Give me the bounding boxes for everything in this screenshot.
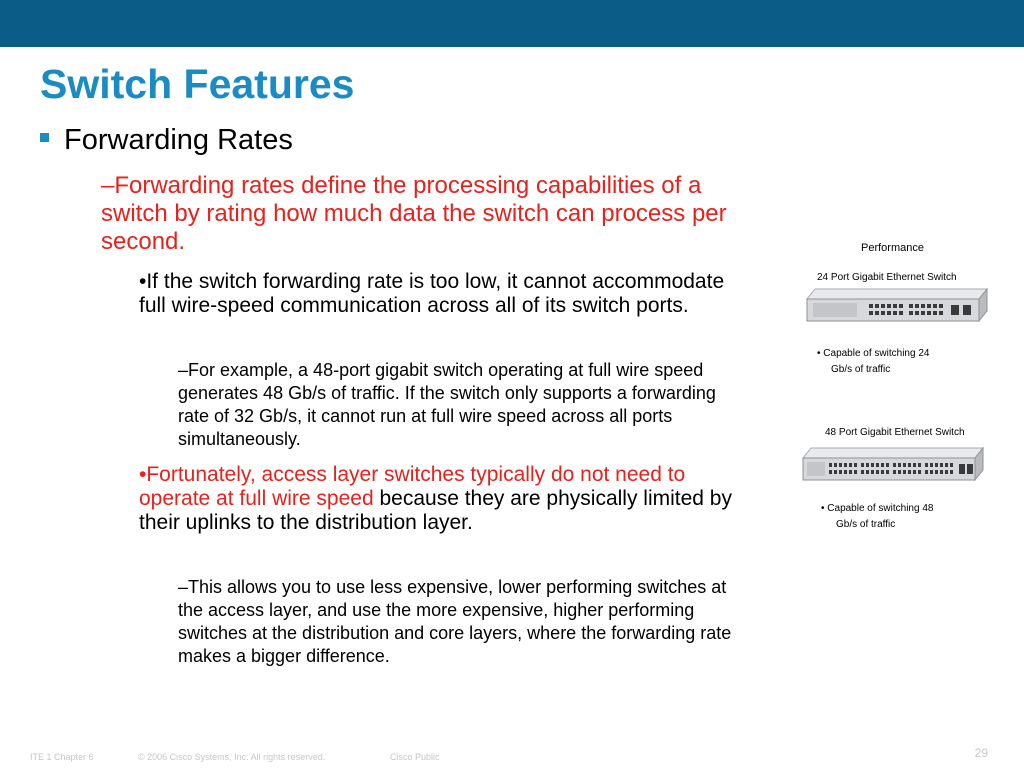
switch24-image: [803, 287, 989, 327]
header-bar: [0, 0, 1024, 47]
footer-chapter: ITE 1 Chapter 6: [30, 752, 94, 762]
bullet-level1-text: Forwarding Rates: [64, 124, 293, 156]
switch24-caption-line1: • Capable of switching 24: [817, 348, 930, 359]
bullet-level3-b-emphasis: •Fortunately, access layer switches typically do not need to operate at full wire speed: [139, 463, 686, 510]
slide-title: Switch Features: [40, 61, 355, 107]
figure-title: Performance: [861, 242, 924, 254]
switch48-image: [799, 446, 985, 486]
square-bullet-icon: [40, 133, 49, 142]
bullet-level3-b: [139, 463, 739, 535]
bullet-level1: [40, 124, 293, 157]
bullet-level4-b: –This allows you to use less expensive, lower performing switches at the access layer, and use the more expensive, higher performing switches at the distribution and core layers, where the forwarding rate makes a bigger difference.: [178, 577, 732, 666]
bullet-level3-a: •If the switch forwarding rate is too low, it cannot accommodate full wire-speed communication across all of its switch ports.: [139, 270, 725, 317]
footer-copyright: © 2006 Cisco Systems, Inc. All rights reserved.: [138, 752, 326, 762]
page-number: 29: [974, 746, 988, 760]
switch48-label: 48 Port Gigabit Ethernet Switch: [825, 427, 965, 438]
bullet-level4-a: –For example, a 48-port gigabit switch operating at full wire speed generates 48 Gb/s of traffic. If the switch only supports a forwarding rate of 32 Gb/s, it cannot run at full wire speed across all ports simultaneously.: [178, 360, 716, 449]
bullet-level3-b-rest: because they are physically limited by their uplinks to the distribution layer.: [139, 487, 732, 534]
switch48-caption-line1: • Capable of switching 48: [821, 503, 934, 514]
footer-classification: Cisco Public: [390, 752, 440, 762]
switch24-label: 24 Port Gigabit Ethernet Switch: [817, 272, 957, 283]
switch48-caption-line2: Gb/s of traffic: [836, 519, 896, 530]
switch24-caption-line2: Gb/s of traffic: [831, 364, 891, 375]
bullet-level2: –Forwarding rates define the processing capabilities of a switch by rating how much data the switch can process per second.: [101, 172, 727, 255]
